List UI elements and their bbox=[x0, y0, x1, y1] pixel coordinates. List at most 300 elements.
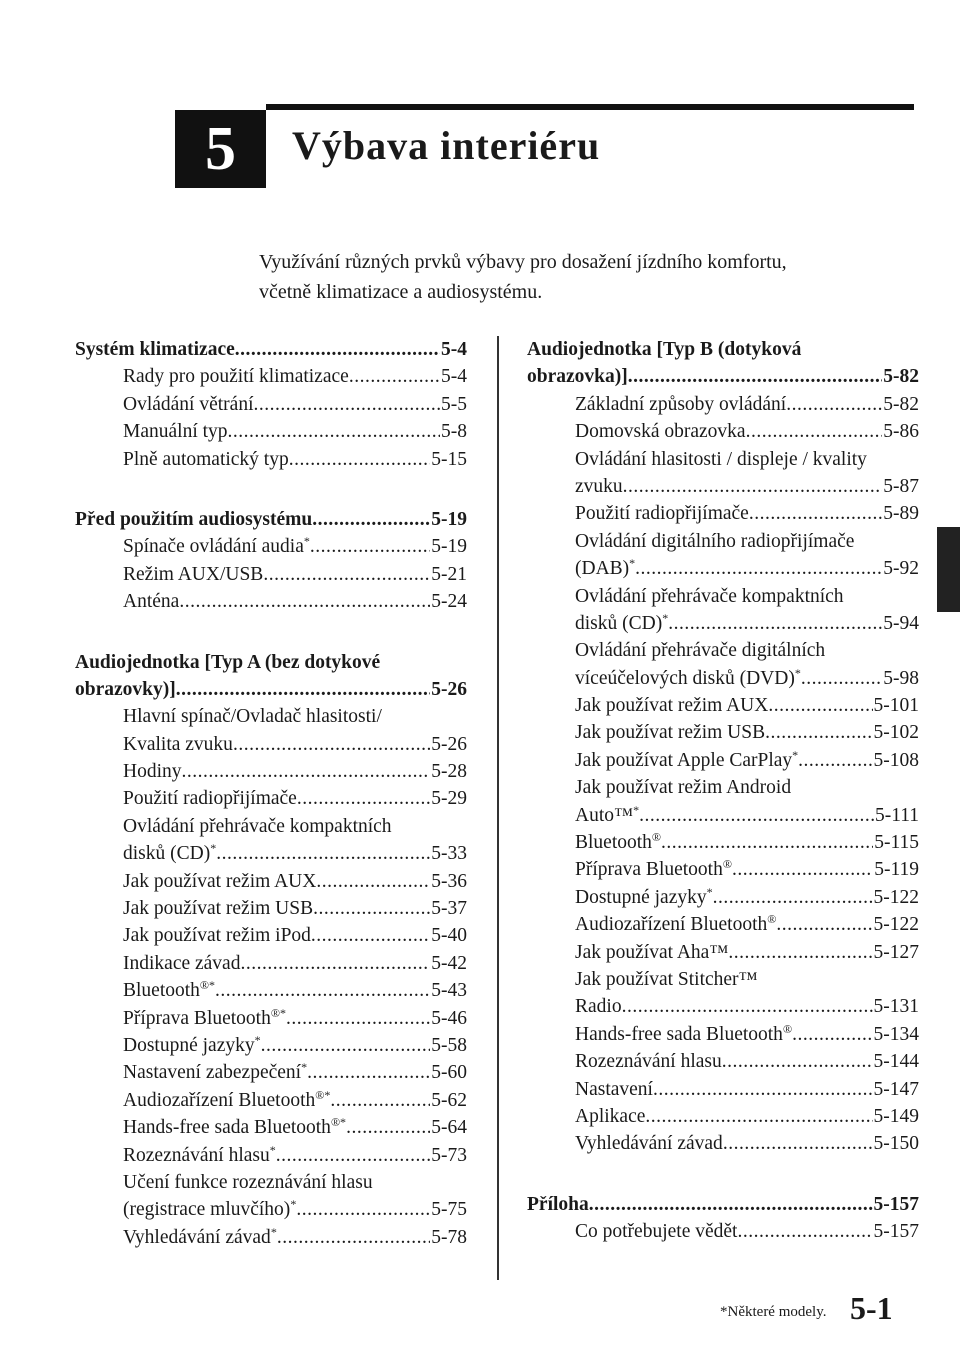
dot-leader bbox=[263, 561, 430, 588]
toc-entry[interactable] bbox=[75, 950, 467, 977]
toc-entry-title bbox=[123, 950, 240, 977]
superscript-mark: * bbox=[633, 802, 640, 817]
toc-page-ref: 5-82 bbox=[883, 393, 919, 415]
toc-page-ref: 5-64 bbox=[431, 1117, 467, 1139]
page-number: 5-1 bbox=[850, 1290, 893, 1326]
toc-entry[interactable] bbox=[75, 758, 467, 785]
toc-entry-title bbox=[575, 939, 728, 966]
dot-leader bbox=[792, 1021, 872, 1048]
toc-page-ref: 5-94 bbox=[883, 612, 919, 634]
toc-entry-text: Bluetooth bbox=[575, 832, 652, 854]
toc-entry[interactable] bbox=[75, 391, 467, 418]
toc-page-ref: 5-82 bbox=[883, 366, 919, 388]
toc-entry-title bbox=[575, 500, 749, 527]
toc-entry[interactable] bbox=[527, 418, 919, 445]
toc-page-ref: 5-150 bbox=[873, 1133, 919, 1155]
toc-heading[interactable] bbox=[527, 363, 919, 390]
toc-heading[interactable] bbox=[75, 506, 467, 533]
toc-entry[interactable] bbox=[75, 446, 467, 473]
toc-entry-title bbox=[123, 895, 313, 922]
toc-entry-title bbox=[527, 363, 628, 390]
toc-entry-text: Základní způsoby ovládání bbox=[575, 393, 787, 415]
toc-entry-title bbox=[123, 561, 263, 588]
toc-entry[interactable] bbox=[75, 922, 467, 949]
toc-entry[interactable] bbox=[75, 868, 467, 895]
toc-page-ref: 5-115 bbox=[874, 832, 919, 854]
toc-entry-text: Ovládání větrání bbox=[123, 393, 254, 415]
toc-entry[interactable] bbox=[527, 1130, 919, 1157]
chapter-title: Výbava interiéru bbox=[292, 123, 601, 168]
toc-page-ref: 5-58 bbox=[431, 1034, 467, 1056]
toc-entry-text: Učení funkce rozeznávání hlasu bbox=[123, 1171, 373, 1193]
toc-entry[interactable] bbox=[527, 665, 919, 692]
dot-leader bbox=[635, 555, 882, 582]
dot-leader bbox=[776, 911, 872, 938]
toc-entry-text: Aplikace bbox=[575, 1105, 646, 1127]
toc-page-ref: 5-5 bbox=[441, 393, 467, 415]
dot-leader bbox=[768, 692, 872, 719]
toc-entry-text: Systém klimatizace bbox=[75, 339, 235, 360]
toc-entry-line bbox=[527, 446, 919, 473]
toc-entry-title bbox=[527, 1191, 589, 1218]
toc-entry-title bbox=[575, 555, 635, 582]
toc-entry-text: obrazovky)] bbox=[75, 678, 176, 700]
superscript-mark: ® bbox=[782, 1021, 793, 1036]
toc-entry[interactable] bbox=[75, 418, 467, 445]
dot-leader bbox=[737, 1218, 872, 1245]
toc-entry-text: Hlavní spínač/Ovladač hlasitosti/ bbox=[123, 706, 382, 728]
toc-page-ref: 5-19 bbox=[431, 536, 467, 558]
toc-entry-line bbox=[527, 637, 919, 664]
toc-entry[interactable] bbox=[75, 588, 467, 615]
dot-leader bbox=[276, 1142, 431, 1169]
toc-entry-title bbox=[575, 418, 746, 445]
toc-entry-text: Auto™ bbox=[575, 804, 634, 826]
toc-section bbox=[75, 506, 467, 616]
dot-leader bbox=[732, 856, 873, 883]
toc-entry-text: Bluetooth bbox=[123, 980, 200, 1002]
toc-entry[interactable] bbox=[527, 719, 919, 746]
top-rule bbox=[266, 104, 914, 110]
toc-entry-text: Jak používat Aha™ bbox=[575, 941, 729, 963]
toc-entry-title bbox=[123, 840, 216, 867]
dot-leader bbox=[261, 1032, 431, 1059]
toc-entry-text: (DAB) bbox=[575, 558, 630, 580]
toc-page-ref: 5-28 bbox=[431, 761, 467, 783]
dot-leader bbox=[316, 868, 430, 895]
toc-entry-text: Hands-free sada Bluetooth bbox=[575, 1023, 783, 1045]
toc-entry[interactable] bbox=[527, 747, 919, 774]
toc-entry[interactable] bbox=[527, 939, 919, 966]
toc-entry[interactable] bbox=[527, 473, 919, 500]
superscript-mark: ® bbox=[651, 830, 662, 845]
toc-right-column bbox=[527, 336, 919, 1279]
dot-leader bbox=[589, 1191, 873, 1218]
toc-page-ref: 5-40 bbox=[431, 925, 467, 947]
toc-entry-text: Dostupné jazyky bbox=[123, 1034, 255, 1056]
toc-entry-text: Indikace závad bbox=[123, 952, 241, 974]
toc-page-ref: 5-43 bbox=[431, 980, 467, 1002]
dot-leader bbox=[296, 1196, 430, 1223]
toc-page-ref: 5-102 bbox=[873, 722, 919, 744]
toc-entry-title bbox=[75, 506, 312, 533]
toc-page-ref: 5-119 bbox=[874, 859, 919, 881]
toc-entry-title bbox=[123, 1114, 346, 1141]
toc-entry-title bbox=[123, 785, 297, 812]
toc-entry-text: disků (CD) bbox=[575, 612, 663, 634]
toc-entry[interactable] bbox=[75, 1196, 467, 1223]
dot-leader bbox=[312, 506, 430, 533]
intro-line-1: Využívání různých prvků výbavy pro dosažení jízdního komfortu, bbox=[259, 251, 787, 273]
toc-heading-line bbox=[527, 336, 919, 363]
toc-entry-title bbox=[575, 993, 622, 1020]
toc-heading-line bbox=[75, 649, 467, 676]
toc-entry[interactable] bbox=[527, 1048, 919, 1075]
toc-entry[interactable] bbox=[527, 391, 919, 418]
dot-leader bbox=[330, 1087, 430, 1114]
toc-entry-text: Jak používat režim AUX bbox=[575, 695, 769, 717]
toc-entry-title bbox=[575, 1076, 653, 1103]
toc-left-column bbox=[75, 336, 467, 1284]
toc-entry-title bbox=[123, 977, 215, 1004]
toc-page-ref: 5-15 bbox=[431, 448, 467, 470]
dot-leader bbox=[216, 840, 430, 867]
toc-entry-title bbox=[575, 692, 768, 719]
toc-entry-title bbox=[123, 731, 233, 758]
toc-entry[interactable] bbox=[75, 1032, 467, 1059]
superscript-mark: ® bbox=[722, 857, 732, 872]
superscript-mark: ® bbox=[767, 912, 777, 927]
chapter-side-tab bbox=[937, 527, 960, 612]
toc-entry-text: Použití radiopřijímače bbox=[123, 788, 297, 810]
superscript-mark: * bbox=[269, 1142, 276, 1157]
toc-entry[interactable] bbox=[527, 802, 919, 829]
dot-leader bbox=[765, 719, 872, 746]
toc-page-ref: 5-21 bbox=[431, 563, 467, 585]
superscript-mark: * bbox=[290, 1197, 297, 1212]
toc-entry-title bbox=[123, 1142, 276, 1169]
toc-page-ref: 5-36 bbox=[431, 870, 467, 892]
toc-entry-title bbox=[575, 1218, 737, 1245]
toc-page-ref: 5-98 bbox=[883, 667, 919, 689]
toc-entry-text: víceúčelových disků (DVD) bbox=[575, 667, 795, 689]
column-divider bbox=[497, 336, 499, 1280]
toc-page-ref: 5-46 bbox=[431, 1007, 467, 1029]
toc-page-ref: 5-26 bbox=[431, 733, 467, 755]
superscript-mark: ®* bbox=[330, 1115, 347, 1130]
dot-leader bbox=[307, 1059, 430, 1086]
toc-entry-title bbox=[575, 884, 713, 911]
toc-entry-text: disků (CD) bbox=[123, 843, 211, 865]
toc-entry-text: Audiozařízení Bluetooth bbox=[123, 1089, 316, 1111]
toc-heading[interactable] bbox=[75, 336, 467, 363]
toc-entry-text: Nastavení bbox=[575, 1078, 653, 1100]
toc-page-ref: 5-157 bbox=[873, 1221, 919, 1243]
toc-page-ref: 5-101 bbox=[873, 695, 919, 717]
toc-entry[interactable] bbox=[527, 1103, 919, 1130]
toc-section bbox=[75, 336, 467, 473]
toc-heading[interactable] bbox=[75, 676, 467, 703]
toc-entry[interactable] bbox=[527, 829, 919, 856]
toc-entry-text: Vyhledávání závad bbox=[123, 1226, 271, 1248]
toc-entry[interactable] bbox=[75, 785, 467, 812]
toc-entry-title bbox=[123, 868, 316, 895]
toc-entry-text: Rozeznávání hlasu bbox=[123, 1144, 270, 1166]
toc-entry-text: Plně automatický typ bbox=[123, 448, 289, 470]
toc-entry-line bbox=[75, 703, 467, 730]
toc-entry-title bbox=[575, 1103, 645, 1130]
footnote: *Některé modely. bbox=[720, 1304, 827, 1320]
toc-entry-text: Hodiny bbox=[123, 761, 182, 783]
toc-entry[interactable] bbox=[75, 977, 467, 1004]
toc-entry-text: Ovládání přehrávače kompaktních bbox=[123, 815, 392, 837]
toc-entry[interactable] bbox=[527, 555, 919, 582]
toc-entry[interactable] bbox=[75, 1005, 467, 1032]
toc-entry-text: Dostupné jazyky bbox=[575, 886, 707, 908]
toc-page-ref: 5-4 bbox=[441, 339, 467, 360]
dot-leader bbox=[297, 785, 430, 812]
toc-entry-text: Ovládání přehrávače kompaktních bbox=[575, 585, 844, 607]
toc-entry[interactable] bbox=[75, 561, 467, 588]
toc-entry-title bbox=[75, 336, 235, 363]
toc-entry-text: Jak používat Stitcher™ bbox=[575, 968, 758, 990]
toc-entry-title bbox=[123, 391, 254, 418]
toc-section bbox=[527, 336, 919, 1158]
toc-entry-title bbox=[575, 473, 623, 500]
superscript-mark: * bbox=[792, 747, 799, 762]
toc-entry-title bbox=[123, 1005, 286, 1032]
superscript-mark: * bbox=[270, 1224, 277, 1239]
toc-page-ref: 5-134 bbox=[873, 1023, 919, 1045]
dot-leader bbox=[346, 1114, 430, 1141]
toc-entry-line bbox=[75, 1169, 467, 1196]
toc-entry-title bbox=[123, 533, 310, 560]
toc-entry-line bbox=[75, 813, 467, 840]
toc-entry-text: Audiojednotka [Typ B (dotyková bbox=[527, 339, 802, 360]
dot-leader bbox=[623, 473, 883, 500]
toc-entry-title bbox=[575, 610, 668, 637]
toc-entry-title bbox=[123, 588, 179, 615]
toc-entry-title bbox=[123, 1087, 330, 1114]
toc-entry-title bbox=[575, 1130, 723, 1157]
toc-entry-line bbox=[527, 528, 919, 555]
superscript-mark: * bbox=[794, 665, 801, 680]
toc-page-ref: 5-24 bbox=[431, 591, 467, 613]
toc-entry[interactable] bbox=[75, 840, 467, 867]
toc-page-ref: 5-108 bbox=[873, 749, 919, 771]
toc-entry-text: Režim AUX/USB bbox=[123, 563, 264, 585]
chapter-number: 5 bbox=[205, 114, 236, 183]
toc-entry-text: Ovládání přehrávače digitálních bbox=[575, 640, 826, 662]
toc-entry-text: Audiojednotka [Typ A (bez dotykové bbox=[75, 651, 381, 673]
toc-page-ref: 5-73 bbox=[431, 1144, 467, 1166]
toc-entry-text: Spínače ovládání audia bbox=[123, 536, 304, 558]
dot-leader bbox=[645, 1103, 872, 1130]
superscript-mark: * bbox=[629, 556, 636, 571]
dot-leader bbox=[179, 588, 430, 615]
chapter-intro bbox=[259, 247, 787, 307]
toc-entry[interactable] bbox=[527, 1076, 919, 1103]
toc-section bbox=[527, 1191, 919, 1246]
toc-entry-text: Audiozařízení Bluetooth bbox=[575, 914, 768, 936]
dot-leader bbox=[289, 446, 431, 473]
intro-line-2: včetně klimatizace a audiosystému. bbox=[259, 281, 543, 303]
dot-leader bbox=[228, 418, 440, 445]
toc-entry[interactable] bbox=[75, 533, 467, 560]
toc-page-ref: 5-42 bbox=[431, 952, 467, 974]
toc-entry[interactable] bbox=[75, 895, 467, 922]
toc-page-ref: 5-89 bbox=[883, 503, 919, 525]
toc-page-ref: 5-26 bbox=[431, 678, 467, 700]
toc-entry[interactable] bbox=[75, 1224, 467, 1251]
toc-entry-title bbox=[575, 802, 639, 829]
toc-page-ref: 5-131 bbox=[873, 996, 919, 1018]
chapter-number-box bbox=[175, 110, 266, 188]
toc-entry-text: zvuku bbox=[575, 475, 623, 497]
toc-page-ref: 5-37 bbox=[431, 898, 467, 920]
toc-page-ref: 5-8 bbox=[441, 421, 467, 443]
toc-entry-title bbox=[575, 829, 661, 856]
toc-entry-title bbox=[575, 856, 732, 883]
superscript-mark: * bbox=[303, 534, 310, 549]
toc-entry-text: Příloha bbox=[527, 1193, 589, 1215]
toc-entry-text: obrazovka)] bbox=[527, 366, 628, 388]
toc-entry-text: Hands-free sada Bluetooth bbox=[123, 1117, 331, 1139]
toc-entry[interactable] bbox=[527, 993, 919, 1020]
dot-leader bbox=[653, 1076, 873, 1103]
toc-page-ref: 5-78 bbox=[431, 1226, 467, 1248]
toc-page-ref: 5-149 bbox=[873, 1105, 919, 1127]
toc-page-ref: 5-19 bbox=[431, 508, 467, 530]
toc-entry-title bbox=[75, 676, 176, 703]
superscript-mark: * bbox=[301, 1060, 308, 1075]
toc-entry[interactable] bbox=[527, 610, 919, 637]
toc-entry-title bbox=[575, 665, 801, 692]
dot-leader bbox=[639, 802, 874, 829]
toc-entry[interactable] bbox=[75, 363, 467, 390]
toc-entry[interactable] bbox=[75, 1059, 467, 1086]
toc-heading[interactable] bbox=[527, 1191, 919, 1218]
toc-entry-title bbox=[123, 1224, 277, 1251]
toc-entry[interactable] bbox=[527, 500, 919, 527]
toc-entry-text: Domovská obrazovka bbox=[575, 421, 746, 443]
superscript-mark: * bbox=[706, 884, 713, 899]
toc-entry-text: Před použitím audiosystému bbox=[75, 508, 313, 530]
toc-entry-text: Jak používat režim USB bbox=[575, 722, 766, 744]
toc-entry[interactable] bbox=[75, 1142, 467, 1169]
toc-page-ref: 5-111 bbox=[874, 804, 919, 826]
toc-entry-title bbox=[575, 911, 776, 938]
dot-leader bbox=[254, 391, 441, 418]
superscript-mark: ®* bbox=[270, 1005, 286, 1020]
toc-entry[interactable] bbox=[527, 911, 919, 938]
toc-entry[interactable] bbox=[527, 692, 919, 719]
toc-entry[interactable] bbox=[527, 856, 919, 883]
toc-page-ref: 5-127 bbox=[873, 941, 919, 963]
dot-leader bbox=[786, 391, 882, 418]
dot-leader bbox=[661, 829, 873, 856]
toc-entry[interactable] bbox=[527, 1021, 919, 1048]
toc-entry-title bbox=[123, 446, 289, 473]
dot-leader bbox=[798, 747, 872, 774]
toc-entry-text: Ovládání digitálního radiopřijímače bbox=[575, 530, 855, 552]
toc-entry-text: Jak používat Apple CarPlay bbox=[575, 749, 793, 771]
toc-page-ref: 5-75 bbox=[431, 1199, 467, 1221]
dot-leader bbox=[749, 500, 882, 527]
toc-page-ref: 5-157 bbox=[873, 1193, 919, 1215]
toc-page-ref: 5-122 bbox=[873, 886, 919, 908]
dot-leader bbox=[313, 895, 430, 922]
dot-leader bbox=[310, 533, 430, 560]
toc-entry-text: Použití radiopřijímače bbox=[575, 503, 749, 525]
toc-page-ref: 5-122 bbox=[873, 914, 919, 936]
toc-page-ref: 5-29 bbox=[431, 788, 467, 810]
toc-entry-title bbox=[575, 1048, 722, 1075]
dot-leader bbox=[801, 665, 882, 692]
dot-leader bbox=[723, 1130, 873, 1157]
toc-entry-title bbox=[575, 747, 798, 774]
toc-entry[interactable] bbox=[527, 884, 919, 911]
toc-entry[interactable] bbox=[527, 1218, 919, 1245]
toc-entry-text: Jak používat režim Android bbox=[575, 777, 792, 799]
toc-entry-text: Anténa bbox=[123, 591, 180, 613]
toc-entry-text: Jak používat režim iPod bbox=[123, 925, 311, 947]
dot-leader bbox=[713, 884, 873, 911]
toc-entry[interactable] bbox=[75, 1114, 467, 1141]
dot-leader bbox=[622, 993, 873, 1020]
toc-entry-text: (registrace mluvčího) bbox=[123, 1199, 291, 1221]
dot-leader bbox=[311, 922, 430, 949]
toc-entry-text: Jak používat režim AUX bbox=[123, 870, 317, 892]
toc-entry-text: Příprava Bluetooth bbox=[575, 859, 723, 881]
toc-entry-text: Radio bbox=[575, 996, 622, 1018]
toc-entry-text: Vyhledávání závad bbox=[575, 1133, 723, 1155]
toc-entry-text: Ovládání hlasitosti / displeje / kvality bbox=[575, 448, 867, 470]
dot-leader bbox=[233, 731, 430, 758]
superscript-mark: * bbox=[662, 610, 669, 625]
superscript-mark: ®* bbox=[199, 978, 216, 993]
toc-page-ref: 5-60 bbox=[431, 1062, 467, 1084]
dot-leader bbox=[277, 1224, 430, 1251]
toc-entry-title bbox=[123, 922, 311, 949]
toc-page-ref: 5-144 bbox=[873, 1051, 919, 1073]
toc-entry-text: Kvalita zvuku bbox=[123, 733, 233, 755]
toc-entry-text: Příprava Bluetooth bbox=[123, 1007, 271, 1029]
toc-entry[interactable] bbox=[75, 731, 467, 758]
dot-leader bbox=[722, 1048, 873, 1075]
toc-entry-title bbox=[123, 363, 349, 390]
dot-leader bbox=[235, 336, 440, 363]
dot-leader bbox=[668, 610, 882, 637]
superscript-mark: * bbox=[254, 1032, 261, 1047]
toc-entry-title bbox=[575, 1021, 792, 1048]
toc-entry-text: Nastavení zabezpečení bbox=[123, 1062, 302, 1084]
dot-leader bbox=[746, 418, 883, 445]
toc-entry-title bbox=[123, 758, 182, 785]
dot-leader bbox=[349, 363, 440, 390]
dot-leader bbox=[728, 939, 872, 966]
toc-entry-text: Co potřebujete vědět bbox=[575, 1221, 738, 1243]
toc-entry-title bbox=[123, 1032, 261, 1059]
toc-entry-title bbox=[123, 418, 228, 445]
toc-entry-text: Jak používat režim USB bbox=[123, 898, 314, 920]
toc-page-ref: 5-33 bbox=[431, 843, 467, 865]
dot-leader bbox=[176, 676, 431, 703]
toc-entry-title bbox=[575, 719, 765, 746]
toc-entry[interactable] bbox=[75, 1087, 467, 1114]
dot-leader bbox=[628, 363, 883, 390]
toc-entry-text: Rozeznávání hlasu bbox=[575, 1051, 722, 1073]
